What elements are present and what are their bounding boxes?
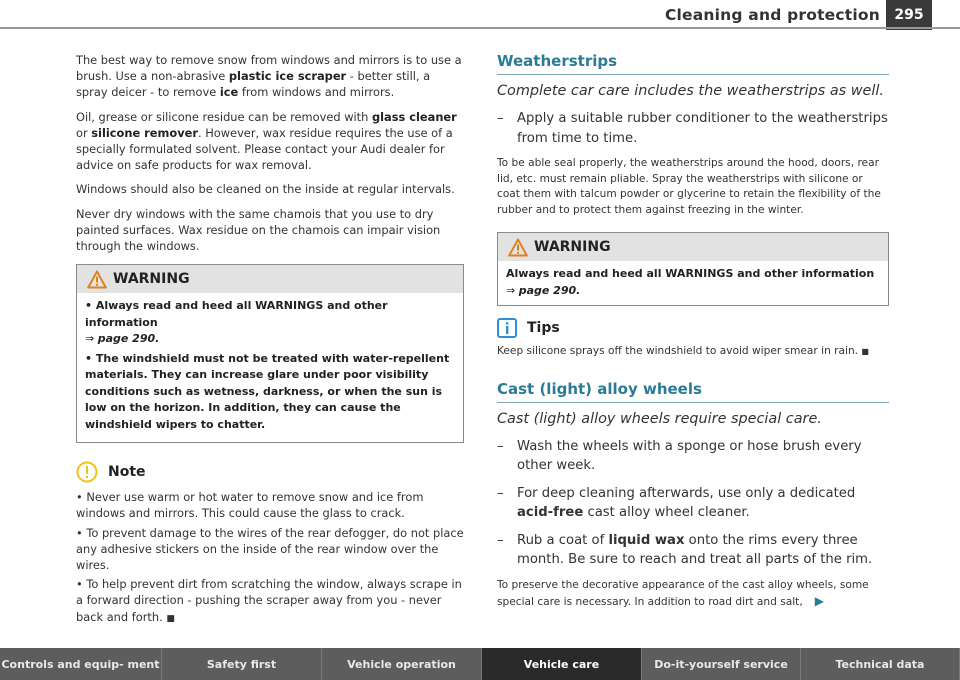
left-column — [76, 52, 464, 630]
warning-box — [76, 264, 464, 443]
wheels-step: – For deep cleaning afterwards, use only a dedicated acid-free cast alloy wheel cleaner. — [497, 485, 856, 521]
warning-triangle-icon — [87, 270, 107, 289]
warning-item: • Always read and heed all WARNINGS and other information ⇒ page 290. — [85, 299, 388, 346]
page-reference-link[interactable]: page 290. — [518, 283, 581, 297]
page-header-title: Cleaning and protection — [664, 6, 880, 24]
note-item: • To prevent damage to the wires of the rear defogger, do not place any adhesive stickers on the inside of the rear window over the wires. — [76, 525, 464, 573]
paragraph-snow: The best way to remove snow from windows and mirrors is to use a brush. Use a non-abrasive plastic ice scraper - better still, a spray deicer - to remove ice from windows and mirrors. — [76, 53, 462, 100]
warning-header — [498, 233, 888, 261]
tips-header: Tips — [497, 318, 889, 338]
warning-box — [497, 232, 889, 306]
warning-title: WARNING — [113, 271, 190, 288]
tips-text: Keep silicone sprays off the windshield to avoid wiper smear in rain. ■ — [497, 345, 869, 358]
note-item: • Never use warm or hot water to remove snow and ice from windows and mirrors. This could cause the glass to crack. — [76, 490, 424, 521]
continue-arrow-icon: ▶ — [814, 593, 824, 608]
info-icon — [497, 318, 517, 338]
header-rule — [0, 27, 960, 29]
tab-technical-data[interactable]: Technical data — [801, 648, 960, 680]
page-number: 295 — [886, 0, 932, 30]
note-icon — [76, 461, 98, 483]
weatherstrips-heading: Weatherstrips — [497, 52, 889, 75]
wheels-heading: Cast (light) alloy wheels — [497, 380, 889, 403]
wheels-step: – Rub a coat of liquid wax onto the rims every three month. Be sure to reach and treat all parts of the rim. — [497, 532, 873, 568]
note-item: • To help prevent dirt from scratching the window, always scrape in a forward direction - pushing the scraper away from you - never back and forth. ■ — [76, 577, 462, 624]
right-column — [497, 52, 889, 618]
tab-safety-first[interactable]: Safety first — [162, 648, 322, 680]
warning-item: Always read and heed all WARNINGS and other information ⇒ page 290. — [506, 267, 875, 297]
weatherstrips-step: – Apply a suitable rubber conditioner to the weatherstrips from time to time. — [497, 111, 888, 146]
chapter-tab-bar — [0, 648, 960, 680]
warning-title: WARNING — [534, 239, 611, 256]
weatherstrips-text: To be able seal properly, the weatherstrips around the hood, doors, rear lid, etc. must remain pliable. Spray the weatherstrips with silicone or coat them with talcum powder or glycerine to retain the flexibility of the rubber and to protect them against freezing in the winter. — [497, 157, 881, 216]
warning-triangle-icon — [508, 238, 528, 257]
warning-header — [77, 265, 463, 293]
warning-item: • The windshield must not be treated with water-repellent materials. They can increase glare under poor visibility conditions such as wetness, darkness, or when the sun is low on the horizon. In addition, they can cause the windshield wipers to chatter. — [85, 351, 450, 431]
wheels-text: To preserve the decorative appearance of the cast alloy wheels, some special care is necessary. In addition to road dirt and salt, ▶ — [497, 578, 869, 608]
tab-vehicle-care[interactable]: Vehicle care — [482, 648, 642, 680]
tab-controls-and-equipment[interactable]: Controls and equip- ment — [0, 648, 162, 680]
page-reference-link[interactable]: page 290. — [97, 332, 160, 346]
tab-do-it-yourself-service[interactable]: Do-it-yourself service — [642, 648, 801, 680]
tab-vehicle-operation[interactable]: Vehicle operation — [322, 648, 482, 680]
wheels-subtitle: Cast (light) alloy wheels require special care. — [497, 410, 822, 427]
paragraph-chamois: Never dry windows with the same chamois that you use to dry painted surfaces. Wax residue on the chamois can impair vision through the windows. — [76, 206, 441, 254]
note-header: Note — [76, 461, 464, 483]
weatherstrips-subtitle: Complete car care includes the weatherstrips as well. — [497, 83, 884, 99]
paragraph-oil: Oil, grease or silicone residue can be removed with glass cleaner or silicone remover. However, wax residue requires the use of a specially formulated solvent. Please contact your Audi dealer for advice on safe products for wax removal. — [76, 109, 457, 173]
paragraph-inside: Windows should also be cleaned on the inside at regular intervals. — [76, 182, 455, 197]
wheels-step: – Wash the wheels with a sponge or hose brush every other week. — [497, 438, 862, 474]
